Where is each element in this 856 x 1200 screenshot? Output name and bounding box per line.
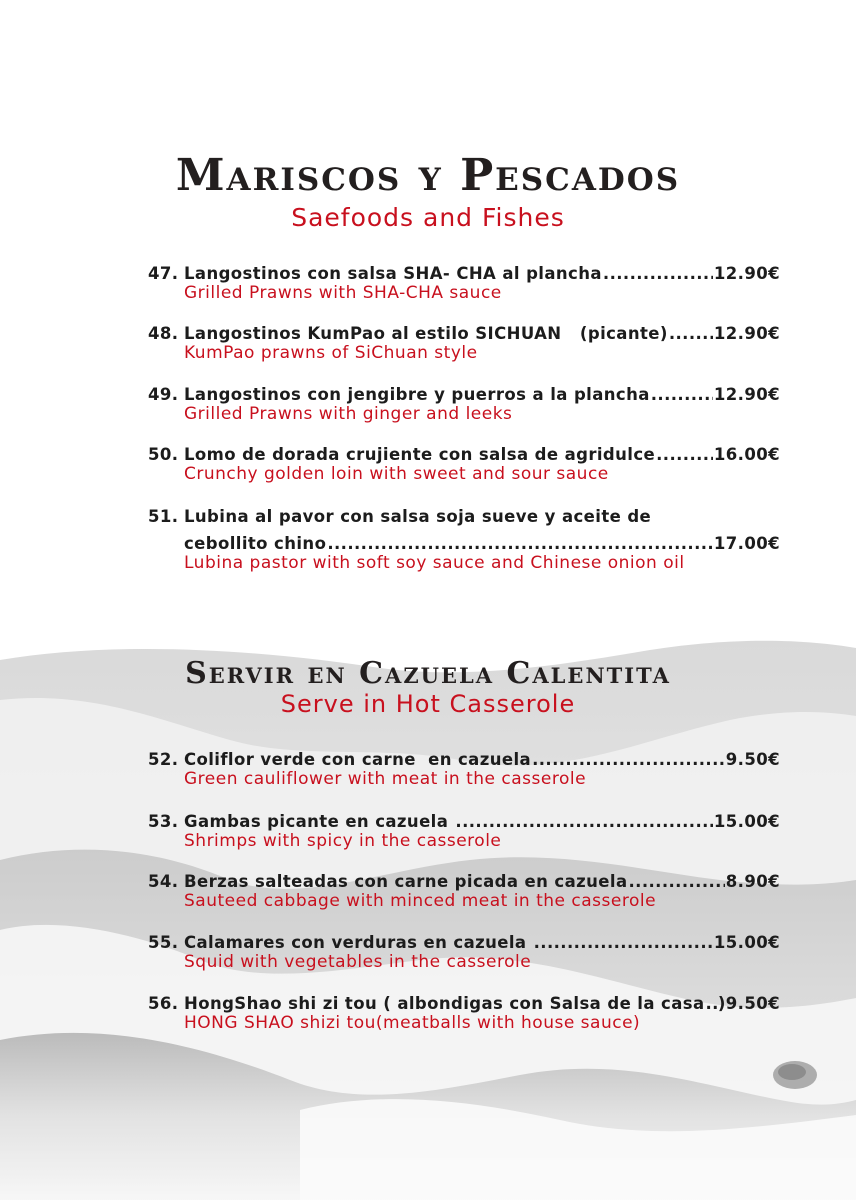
menu-item: [148, 933, 780, 972]
item-name: HongShao shi zi tou ( albondigas con Salsa de la casa: [184, 994, 705, 1013]
menu-item: [148, 507, 780, 573]
item-price: 15.00€: [713, 933, 780, 952]
item-number: 49.: [148, 385, 179, 404]
dot-leader: [706, 994, 717, 1013]
item-name: Langostinos con jengibre y puerros a la plancha: [184, 385, 650, 404]
item-price: 9.50€: [725, 750, 780, 769]
section-title: Servir en Cazuela Calentita: [185, 656, 671, 691]
dot-leader: [669, 324, 713, 343]
item-price: 12.90€: [713, 385, 780, 404]
dot-leader: [327, 534, 713, 553]
menu-item: [148, 812, 780, 851]
item-price: 12.90€: [713, 264, 780, 283]
item-price: )9.50€: [717, 994, 780, 1013]
menu-item: [148, 324, 780, 363]
item-description: Shrimps with spicy in the casserole: [184, 831, 502, 851]
item-name: Lomo de dorada crujiente con salsa de agridulce: [184, 445, 656, 464]
item-name-continued: cebollito chino: [184, 534, 327, 553]
menu-item: [148, 750, 780, 789]
item-number: 54.: [148, 872, 179, 891]
dot-leader: [603, 264, 713, 283]
dot-leader: [455, 812, 713, 831]
dot-leader: [534, 933, 713, 952]
item-price: 16.00€: [713, 445, 780, 464]
item-name: Coliflor verde con carne en cazuela: [184, 750, 532, 769]
dot-leader: [628, 872, 724, 891]
menu-item: [148, 445, 780, 484]
menu-item: [148, 264, 780, 303]
item-number: 48.: [148, 324, 179, 343]
item-name: Langostinos con salsa SHA- CHA al plancha: [184, 264, 602, 283]
item-number: 52.: [148, 750, 179, 769]
item-name: Berzas salteadas con carne picada en cazuela: [184, 872, 628, 891]
dot-leader: [651, 385, 713, 404]
item-name: Langostinos KumPao al estilo SICHUAN (picante): [184, 324, 668, 343]
item-price: 15.00€: [713, 812, 780, 831]
item-number: 56.: [148, 994, 179, 1013]
menu-item: [148, 872, 780, 911]
menu-item: [148, 385, 780, 424]
item-description: HONG SHAO shizi tou(meatballs with house sauce): [184, 1013, 641, 1033]
item-number: 53.: [148, 812, 179, 831]
item-description: Lubina pastor with soft soy sauce and Chinese onion oil: [184, 553, 685, 573]
item-price: 8.90€: [725, 872, 780, 891]
item-description: Sauteed cabbage with minced meat in the casserole: [184, 891, 657, 911]
item-description: Grilled Prawns with SHA-CHA sauce: [184, 283, 502, 303]
item-description: Green cauliflower with meat in the casserole: [184, 769, 587, 789]
item-description: Crunchy golden loin with sweet and sour sauce: [184, 464, 609, 484]
dot-leader: [532, 750, 725, 769]
item-number: 50.: [148, 445, 179, 464]
item-description: KumPao prawns of SiChuan style: [184, 343, 478, 363]
section-subtitle: Serve in Hot Casserole: [280, 690, 576, 718]
item-price: 12.90€: [713, 324, 780, 343]
item-number: 51.: [148, 507, 179, 526]
item-price: 17.00€: [713, 534, 780, 553]
menu-item: [148, 994, 780, 1033]
item-name: Lubina al pavor con salsa soja sueve y aceite de: [184, 507, 652, 526]
section-title: Mariscos y Pescados: [175, 150, 681, 201]
item-name: Calamares con verduras en cazuela: [184, 933, 533, 952]
item-description: Grilled Prawns with ginger and leeks: [184, 404, 513, 424]
item-number: 55.: [148, 933, 179, 952]
item-name: Gambas picante en cazuela: [184, 812, 455, 831]
item-number: 47.: [148, 264, 179, 283]
section-subtitle: Saefoods and Fishes: [291, 203, 565, 232]
dot-leader: [656, 445, 713, 464]
item-description: Squid with vegetables in the casserole: [184, 952, 532, 972]
